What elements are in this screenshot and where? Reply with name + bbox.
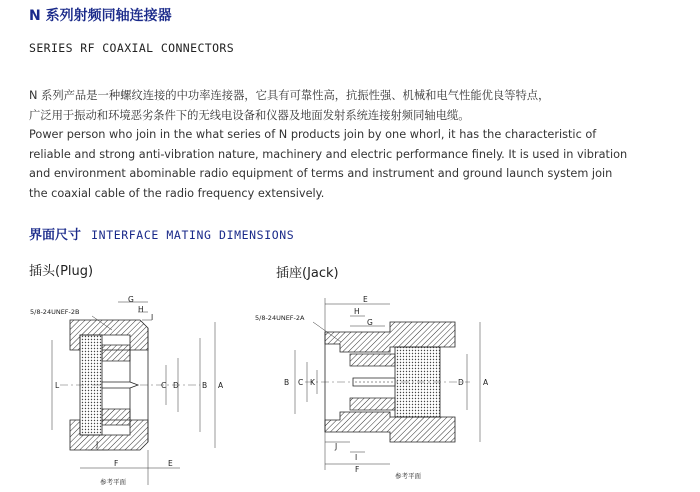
plug-dim-b: B xyxy=(202,381,208,390)
jack-thread-label: 5/8-24UNEF-2A xyxy=(255,314,305,322)
plug-dim-h: H xyxy=(138,305,144,314)
description xyxy=(29,86,689,203)
plug-thread-label: 5/8-24UNEF-2B xyxy=(30,308,80,316)
desc-en-line-3: and environment abominable radio equipment of terms and instrument and ground launch system join xyxy=(29,167,613,180)
jack-drawing xyxy=(255,292,500,490)
plug-drawing xyxy=(30,290,245,490)
jack-dim-b: B xyxy=(284,378,290,387)
page-title: N 系列射频同轴连接器 xyxy=(29,8,172,24)
jack-dim-d: D xyxy=(458,378,464,387)
page-subtitle: SERIES RF COAXIAL CONNECTORS xyxy=(29,41,235,55)
plug-dim-g: G xyxy=(128,295,134,304)
plug-label: 插头(Plug) xyxy=(29,264,94,279)
plug-dim-a: A xyxy=(218,381,224,390)
jack-dim-h: H xyxy=(354,307,360,316)
desc-en-line-2: reliable and strong anti-vibration nature, machinery and electric performance finely. It is used in vibration xyxy=(29,147,628,161)
jack-ref-plane: 参考平面 xyxy=(395,472,421,480)
section-heading xyxy=(29,224,294,243)
desc-cn-line-2: 广泛用于振动和环境恶劣条件下的无线电设备和仪器及地面发射系统连接射频同轴电缆。 xyxy=(29,108,470,122)
jack-dim-e: E xyxy=(363,295,368,304)
jack-dim-i: I xyxy=(355,453,358,462)
jack-dim-f: F xyxy=(355,465,360,474)
section-title-en: INTERFACE MATING DIMENSIONS xyxy=(91,228,295,242)
plug-dim-j: J xyxy=(96,440,99,449)
plug-dim-f: F xyxy=(114,459,119,468)
jack-dim-c: C xyxy=(298,378,304,387)
desc-en-line-4: the coaxial cable of the radio frequency extensively. xyxy=(29,186,325,200)
desc-cn-line-1: N 系列产品是一种螺纹连接的中功率连接器，它具有可靠性高，抗振性强、机械和电气性能优良等特点， xyxy=(29,89,550,102)
plug-dim-i: I xyxy=(151,313,154,322)
plug-dim-d: D xyxy=(173,381,179,390)
desc-en-line-1: Power person who join in the what series of N products join by one whorl, it has the characteristic of xyxy=(29,128,597,141)
plug-dim-l: L xyxy=(55,381,60,390)
plug-dim-c: C xyxy=(161,381,167,390)
jack-label: 插座(Jack) xyxy=(276,266,339,281)
plug-ref-plane: 参考平面 xyxy=(100,478,126,486)
jack-dim-k: K xyxy=(310,378,315,387)
jack-dim-a: A xyxy=(483,378,489,387)
plug-dim-e: E xyxy=(168,459,173,468)
section-title-cn: 界面尺寸 xyxy=(29,228,82,243)
jack-dim-g: G xyxy=(367,318,373,327)
jack-dim-j: J xyxy=(335,442,338,451)
